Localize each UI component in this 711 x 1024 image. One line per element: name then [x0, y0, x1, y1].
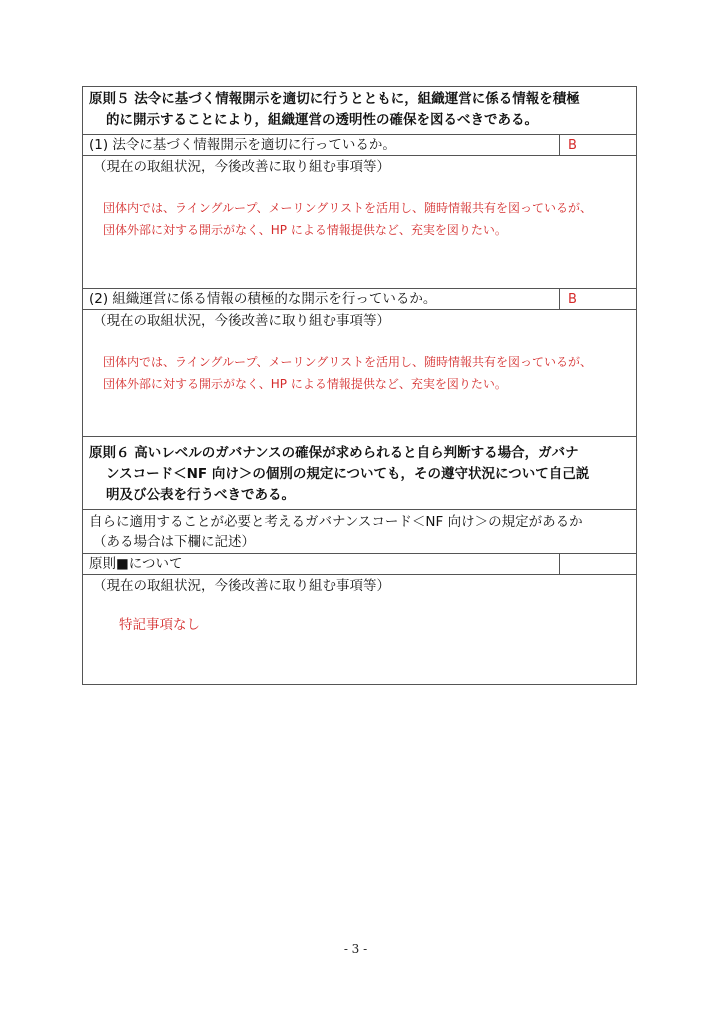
- status-label: （現在の取組状況，今後改善に取り組む事項等）: [93, 313, 390, 329]
- question-1-grade: B: [559, 135, 636, 155]
- about-label: 原則■について: [89, 556, 183, 572]
- applicable-line1: 自らに適用することが必要と考えるガバナンスコード＜NF 向け＞の規定があるか: [89, 514, 583, 530]
- page-number: - 3 -: [343, 942, 368, 956]
- note-text: 特記事項なし: [119, 617, 200, 633]
- question-2-text: (2) 組織運営に係る情報の積極的な開示を行っているか。: [89, 291, 437, 307]
- principle6-heading-line1: 原則６ 高いレベルのガバナンスの確保が求められると自ら判断する場合，ガバナ: [89, 445, 579, 461]
- principle5-question-2: [83, 288, 636, 309]
- answer-1-line2: 団体外部に対する開示がなく、HP による情報提供など、充実を図りたい。: [103, 223, 507, 237]
- principle6-about: [83, 553, 636, 574]
- applicable-line2: （ある場合は下欄に記述）: [93, 534, 255, 550]
- principle5-heading-line2: 的に開示することにより，組織運営の透明性の確保を図るべきである。: [106, 112, 538, 128]
- principle5-heading-line1: 原則５ 法令に基づく情報開示を適切に行うとともに，組織運営に係る情報を積極: [89, 91, 580, 107]
- principle6-applicable: [83, 509, 636, 553]
- governance-table: [82, 86, 637, 685]
- principle5-heading: [83, 87, 636, 134]
- answer-2-line1: 団体内では、ライングループ、メーリングリストを活用し、随時情報共有を図っているが、: [103, 355, 593, 369]
- question-1-text: (1) 法令に基づく情報開示を適切に行っているか。: [89, 137, 396, 153]
- principle5-answer-2: [83, 309, 636, 436]
- principle6-status: [83, 574, 636, 684]
- principle6-heading-line3: 明及び公表を行うべきである。: [106, 487, 295, 503]
- about-grade-cell: [559, 554, 636, 574]
- principle5-question-1: [83, 134, 636, 155]
- answer-2-line2: 団体外部に対する開示がなく、HP による情報提供など、充実を図りたい。: [103, 377, 507, 391]
- status-label: （現在の取組状況，今後改善に取り組む事項等）: [93, 159, 390, 175]
- principle6-heading-line2: ンスコード＜NF 向け＞の個別の規定についても，その遵守状況について自己説: [106, 466, 590, 482]
- status-label: （現在の取組状況，今後改善に取り組む事項等）: [93, 578, 390, 594]
- question-2-grade: B: [559, 289, 636, 309]
- principle5-answer-1: [83, 155, 636, 288]
- answer-1-line1: 団体内では、ライングループ、メーリングリストを活用し、随時情報共有を図っているが、: [103, 201, 593, 215]
- principle6-heading: [83, 436, 636, 509]
